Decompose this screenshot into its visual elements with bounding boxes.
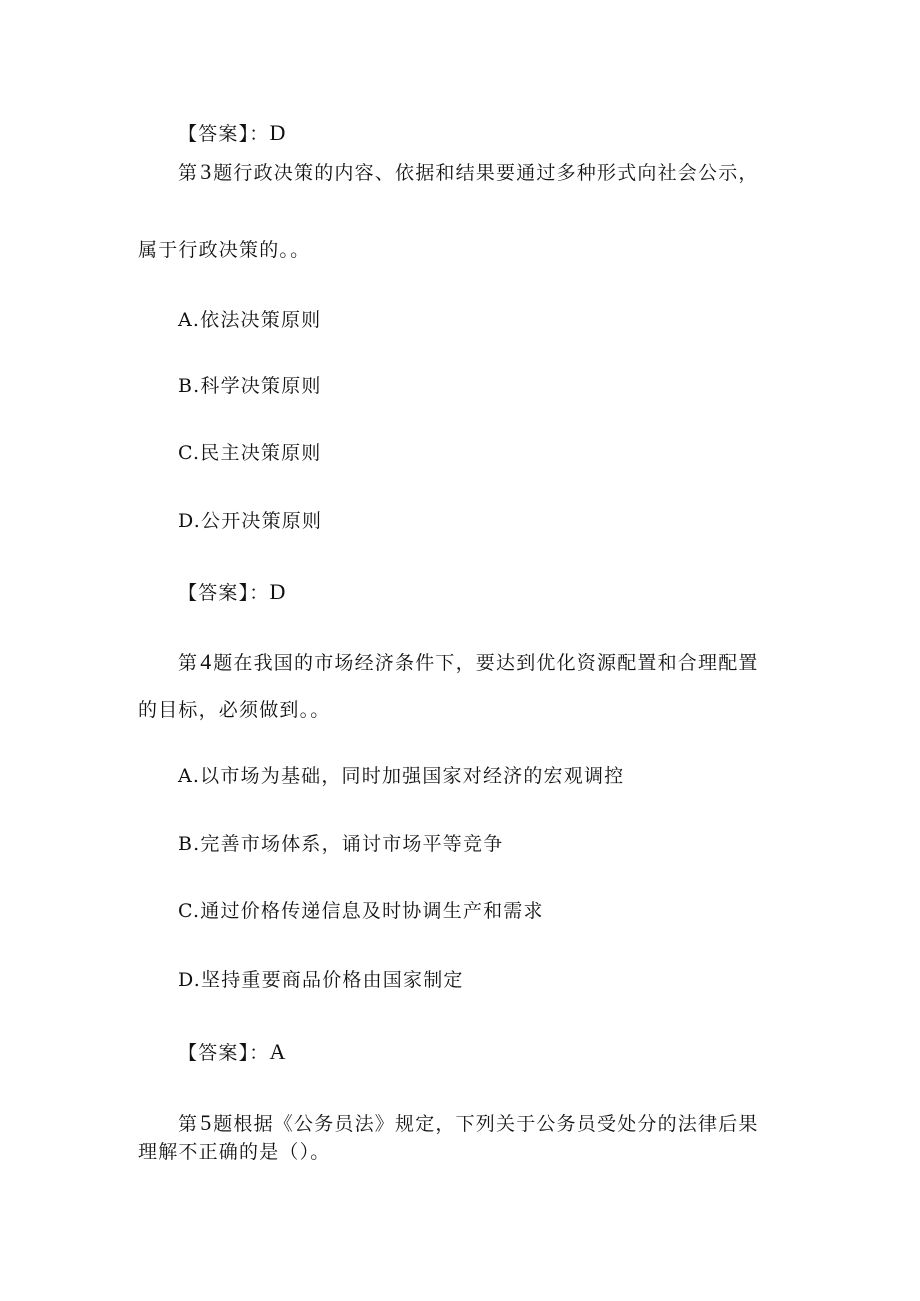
question-4-option-b: B.完善市场体系，诵讨市场平等竞争: [178, 833, 504, 855]
question-4-line-2: 的目标，必须做到。。: [138, 699, 331, 721]
question-number: 3: [200, 159, 212, 184]
answer-value: D: [269, 120, 286, 145]
question-5-line-1: [178, 1111, 759, 1136]
question-3-option-b: B.科学决策原则: [178, 375, 322, 397]
question-5-line-2: 理解不正确的是（）。: [138, 1141, 331, 1163]
question-3-line-1: [178, 160, 759, 185]
question-4-line-1: [178, 650, 759, 675]
question-number: 5: [200, 1110, 212, 1135]
question-3-option-a: A.依法决策原则: [178, 309, 322, 331]
answer-line-q4: [178, 1040, 285, 1065]
question-text: 题行政决策的内容、依据和结果要通过多种形式向社会公示，: [213, 162, 759, 184]
question-4-option-d: D.坚持重要商品价格由国家制定: [178, 969, 464, 991]
question-3-line-2: 属于行政决策的。。: [138, 239, 311, 261]
answer-value: A: [269, 1039, 286, 1064]
question-text: 题根据《公务员法》规定，下列关于公务员受处分的法律后果: [213, 1113, 759, 1135]
question-3-option-d: D.公开决策原则: [178, 510, 323, 532]
answer-label: 【答案】：: [178, 582, 270, 604]
answer-label: 【答案】：: [178, 1042, 270, 1064]
answer-label: 【答案】：: [178, 123, 270, 145]
question-prefix: 第: [178, 1113, 199, 1135]
question-prefix: 第: [178, 652, 199, 674]
answer-value: D: [269, 579, 286, 604]
answer-line-prev: [178, 121, 285, 146]
question-3-option-c: C.民主决策原则: [178, 442, 322, 464]
answer-line-q3: [178, 580, 285, 605]
question-number: 4: [200, 649, 212, 674]
question-prefix: 第: [178, 162, 199, 184]
question-4-option-c: C.通过价格传递信息及时协调生产和需求: [178, 900, 544, 922]
question-text: 题在我国的市场经济条件下，要达到优化资源配置和合理配置: [213, 652, 759, 674]
question-4-option-a: A.以市场为基础，同时加强国家对经济的宏观调控: [178, 765, 625, 787]
